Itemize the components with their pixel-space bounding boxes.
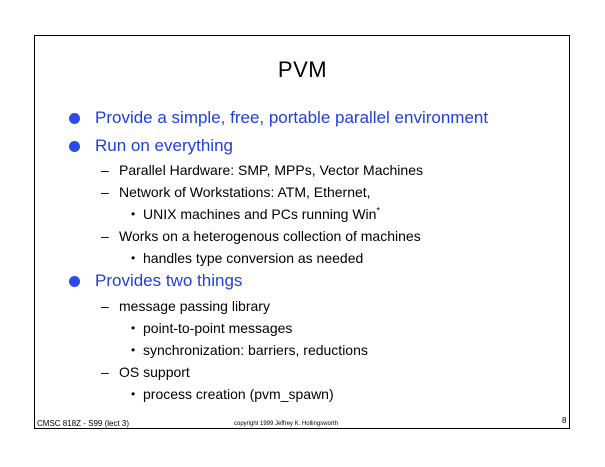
- dash-icon: –: [101, 162, 109, 178]
- slide-title: PVM: [277, 57, 328, 82]
- small-bullet-icon: •: [131, 387, 136, 401]
- bullet-dot-icon: [69, 113, 80, 124]
- sub-message-passing-library: message passing library: [119, 298, 270, 314]
- sub-os-support: OS support: [119, 364, 190, 380]
- dash-icon: –: [101, 184, 109, 200]
- bullet-provides-two-things: Provides two things: [95, 271, 243, 290]
- small-bullet-icon: •: [131, 343, 136, 357]
- sub-network-of-workstations: Network of Workstations: ATM, Ethernet,: [119, 184, 371, 200]
- dash-icon: –: [101, 228, 109, 244]
- unix-text: UNIX machines and PCs running Win: [143, 206, 377, 222]
- page-number: 8: [562, 416, 567, 425]
- bullet-dot-icon: [69, 276, 80, 287]
- sub-parallel-hardware: Parallel Hardware: SMP, MPPs, Vector Machines: [119, 162, 423, 178]
- footer-course: CMSC 818Z - S99 (lect 3): [37, 419, 130, 428]
- subsub-point-to-point: point-to-point messages: [143, 320, 293, 336]
- bullet-run-on-everything: Run on everything: [95, 136, 233, 155]
- sub-heterogenous: Works on a heterogenous collection of machines: [119, 228, 421, 244]
- unix-superscript: *: [376, 205, 380, 216]
- subsub-process-creation: process creation (pvm_spawn): [143, 386, 334, 402]
- dash-icon: –: [101, 364, 109, 380]
- bullet-dot-icon: [69, 141, 80, 152]
- subsub-synchronization: synchronization: barriers, reductions: [143, 342, 368, 358]
- subsub-type-conversion: handles type conversion as needed: [143, 250, 364, 266]
- bullet-provide: Provide a simple, free, portable parallel environment: [95, 108, 489, 127]
- small-bullet-icon: •: [131, 251, 136, 265]
- small-bullet-icon: •: [131, 321, 136, 335]
- dash-icon: –: [101, 298, 109, 314]
- footer-copyright: copyright 1999 Jeffrey K. Hollingsworth: [234, 421, 338, 427]
- small-bullet-icon: •: [131, 207, 136, 221]
- subsub-unix-machines: [143, 206, 380, 222]
